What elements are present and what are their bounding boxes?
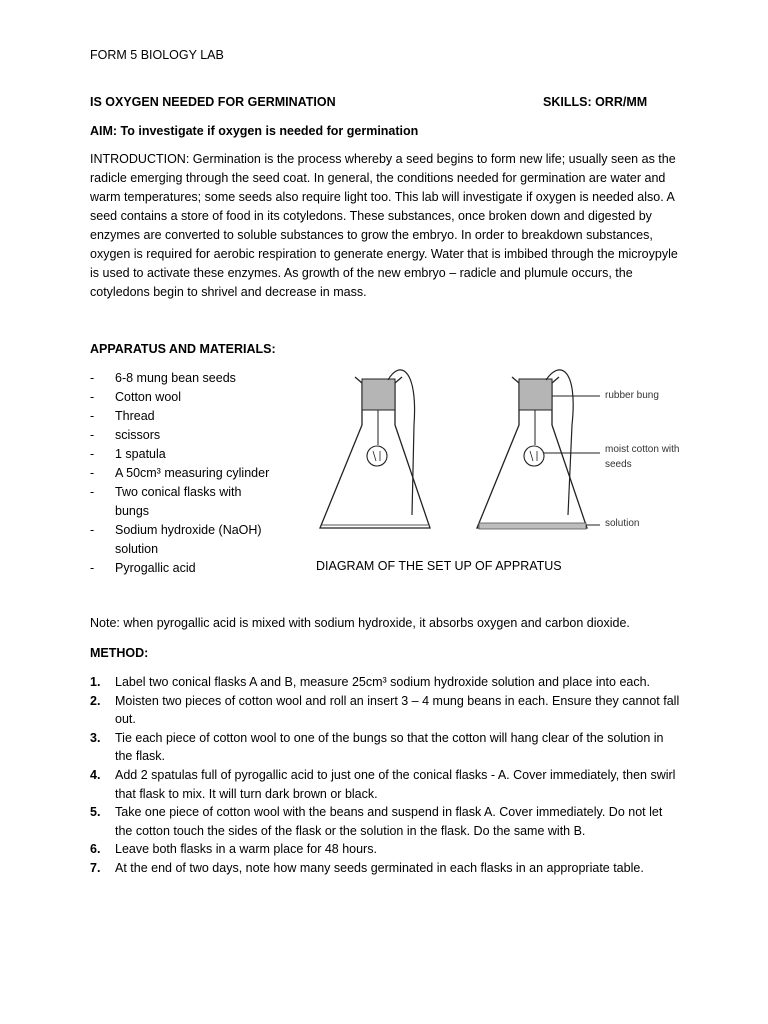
- step-number: 7.: [90, 860, 101, 875]
- method-step: [90, 729, 680, 766]
- step-text: Label two conical flasks A and B, measure 25cm³ sodium hydroxide solution and place into each.: [115, 675, 651, 689]
- list-item: - A 50cm³ measuring cylinder: [90, 464, 290, 483]
- step-text: Leave both flasks in a warm place for 48 hours.: [115, 842, 377, 857]
- list-item: - scissors: [90, 426, 290, 445]
- method-step: [90, 692, 680, 729]
- list-item: - Two conical flasks with bungs: [90, 483, 255, 521]
- list-item: - Sodium hydroxide (NaOH) solution: [90, 521, 280, 559]
- rubber-bung-b: [519, 379, 552, 410]
- method-step: [90, 803, 680, 840]
- rubber-bung-a: [362, 379, 395, 410]
- label-solution: solution: [605, 518, 640, 529]
- apparatus-heading: APPARATUS AND MATERIALS:: [90, 342, 276, 356]
- step-text: At the end of two days, note how many seeds germinated in each flasks in an appropriate table.: [115, 860, 644, 875]
- method-step: [90, 859, 680, 878]
- list-item: - Cotton wool: [90, 388, 290, 407]
- list-item: - Thread: [90, 407, 290, 426]
- solution-b: [479, 523, 586, 529]
- aim-text: AIM: To investigate if oxygen is needed for germination: [90, 124, 419, 138]
- cotton-seeds-a: [367, 446, 387, 466]
- step-number: 4.: [90, 767, 101, 782]
- cotton-seeds-b: [524, 446, 544, 466]
- step-text: Moisten two pieces of cotton wool and roll an insert 3 – 4 mung beans in each. Ensure they cannot fall out.: [115, 693, 680, 727]
- method-heading: METHOD:: [90, 646, 149, 660]
- step-number: 5.: [90, 805, 101, 820]
- list-item: - 6-8 mung bean seeds: [90, 369, 290, 388]
- step-number: 6.: [90, 842, 101, 857]
- apparatus-list: [90, 369, 290, 578]
- page-title: IS OXYGEN NEEDED FOR GERMINATION: [90, 95, 336, 109]
- step-number: 1.: [90, 675, 101, 689]
- step-text: Take one piece of cotton wool with the beans and suspend in flask A. Cover immediately. Do not let the cotton touch the sides of the flask or the solution in the flask. Do the same with B.: [115, 805, 663, 838]
- step-number: 2.: [90, 693, 101, 708]
- step-text: Add 2 spatulas full of pyrogallic acid to just one of the conical flasks - A. Cover immediately, then swirl that flask to mix. It will turn dark brown or black.: [115, 767, 676, 801]
- note-text: Note: when pyrogallic acid is mixed with sodium hydroxide, it absorbs oxygen and carbon dioxide.: [90, 616, 630, 630]
- method-step: [90, 840, 680, 859]
- diagram-caption: DIAGRAM OF THE SET UP OF APPRATUS: [316, 559, 562, 573]
- method-step: [90, 673, 680, 692]
- skills-label: SKILLS: ORR/MM: [543, 95, 648, 109]
- method-step: [90, 766, 680, 803]
- list-item: - Pyrogallic acid: [90, 559, 290, 578]
- label-moist-cotton: moist cotton with seeds: [605, 444, 680, 470]
- label-rubber-bung: rubber bung: [605, 390, 659, 401]
- step-text: Tie each piece of cotton wool to one of the bungs so that the cotton will hang clear of the solution in the flask.: [115, 730, 664, 764]
- course-header: FORM 5 BIOLOGY LAB: [90, 48, 224, 62]
- list-item: - 1 spatula: [90, 445, 290, 464]
- step-number: 3.: [90, 730, 101, 745]
- method-list: [90, 673, 680, 878]
- introduction-paragraph: INTRODUCTION: Germination is the process whereby a seed begins to form new life; usually seen as the radicle emerging through the seed coat. In general, the conditions needed for germination are water and warm temperatures; some seeds also require light too. This lab will investigate if oxygen is needed also. A seed contains a store of food in its cotyledons. These substances, once broken down and digested by enzymes are converted to soluble substances to grow the embryo. In order to breakdown substances, oxygen is required for aerobic respiration to generate energy. Water that is imbibed through the microypyle is used to activate these enzymes. As growth of the new embryo – radicle and plumule occurs, the cotyledons begin to shrivel and decrease in mass.: [90, 152, 678, 299]
